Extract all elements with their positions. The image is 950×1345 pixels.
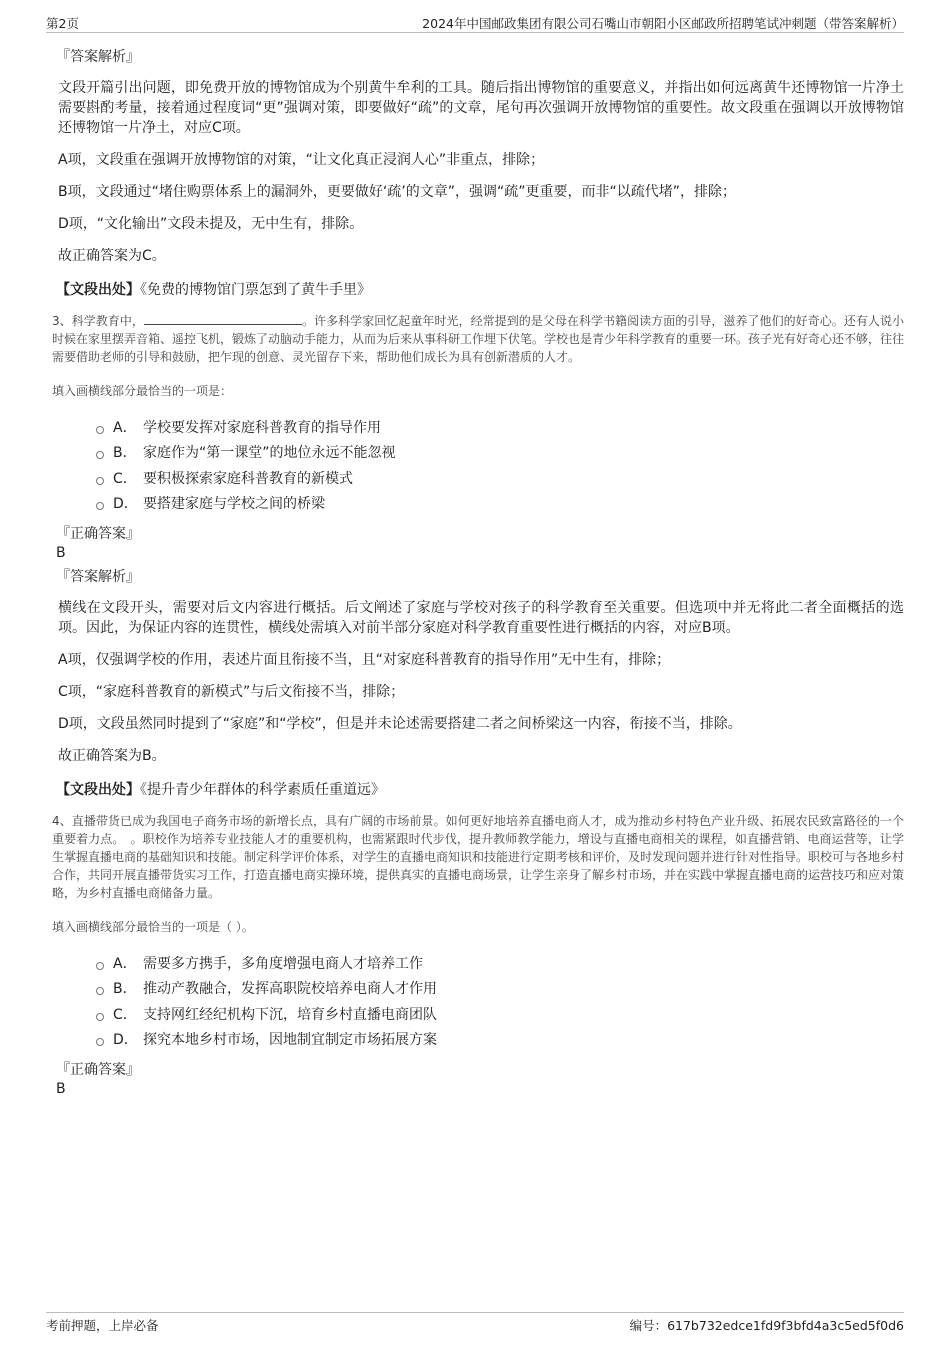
- option-letter: A．: [113, 955, 137, 972]
- q3-option-d[interactable]: [96, 491, 904, 517]
- option-letter: D．: [113, 1032, 138, 1049]
- q3-options: [96, 414, 904, 516]
- option-text: 推动产教融合，发挥高职院校培养电商人才作用: [143, 981, 437, 998]
- q3-analysis-d: D项，文段虽然同时提到了“家庭”和“学校”，但是并未论述需要搭建二者之间桥梁这一内容，衔接不当，排除。: [58, 716, 742, 732]
- option-text: 支持网红经纪机构下沉，培育乡村直播电商团队: [143, 1006, 437, 1023]
- q3-source: [56, 780, 904, 800]
- q3-blank-line: [144, 312, 302, 325]
- option-letter: A．: [113, 419, 137, 436]
- q2-analysis-a: A项，文段重在强调开放博物馆的对策，“让文化真正浸润人心”非重点，排除；: [58, 152, 545, 168]
- q2-source-title: 《免费的博物馆门票怎到了黄牛手里》: [140, 282, 371, 298]
- q3-analysis-tag: 『答案解析』: [56, 569, 140, 585]
- q4-options: [96, 950, 904, 1052]
- q2-analysis-b: B项，文段通过“堵住购票体系上的漏洞外，更要做好‘疏’的文章”，强调“疏”更重要，而非“以疏代堵”，排除；: [58, 184, 737, 200]
- radio-icon[interactable]: [96, 962, 104, 970]
- q2-analysis-tag: 『答案解析』: [56, 49, 140, 65]
- q4-answer: B: [56, 1081, 66, 1097]
- q4-option-c[interactable]: [96, 1001, 904, 1027]
- q4-option-b[interactable]: [96, 976, 904, 1002]
- page-footer: [46, 1312, 904, 1333]
- q3-text: 。许多科学家回忆起童年时光，经常提到的是父母在科学书籍阅读方面的引导，滋养了他们的好奇心。还有人说小时候在家里摆弄音箱、遥控飞机，锻炼了动脑动手能力，从而为后来从事科研工作埋下伏笔。学校也是青少年科学教育的重要一环。孩子光有好奇心还不够，往往需要借助老师的引导和鼓励，把乍现的创意、灵光留存下来，帮助他们成长为具有创新潜质的人才。: [52, 314, 905, 364]
- q3-analysis: 横线在文段开头，需要对后文内容进行概括。后文阐述了家庭与学校对孩子的科学教育至关重要。但选项中并无将此二者全面概括的选项。因此，为保证内容的连贯性，横线处需填入对前半部分家庭对科学教育重要性进行概括的内容，对应B项。: [58, 600, 904, 636]
- document-title: 2024年中国邮政集团有限公司石嘴山市朝阳小区邮政所招聘笔试冲刺题（带答案解析）: [422, 16, 904, 31]
- option-letter: C．: [113, 1006, 137, 1023]
- page-number: 第2页: [46, 16, 79, 31]
- option-text: 探究本地乡村市场，因地制宜制定市场拓展方案: [143, 1032, 437, 1049]
- q3-conclusion: 故正确答案为B。: [58, 748, 166, 764]
- q4-option-d[interactable]: [96, 1027, 904, 1053]
- radio-icon[interactable]: [96, 987, 104, 995]
- footer-slogan: 考前押题，上岸必备: [46, 1318, 159, 1333]
- q3-question: [52, 312, 904, 366]
- q2-source-label: 【文段出处】: [56, 282, 140, 298]
- option-text: 家庭作为“第一课堂”的地位永远不能忽视: [143, 445, 396, 462]
- radio-icon[interactable]: [96, 1038, 104, 1046]
- page-header: [46, 12, 904, 33]
- option-text: 需要多方携手，多角度增强电商人才培养工作: [143, 955, 423, 972]
- document-body: [52, 42, 905, 1098]
- q2-analysis: 文段开篇引出问题，即免费开放的博物馆成为个别黄牛牟利的工具。随后指出博物馆的重要意义，并指出如何远离黄牛还博物馆一片净土需要斟酌考量，接着通过程度词“更”强调对策，即要做好“疏”的文章，尾句再次强调开放博物馆的重要性。故文段重在强调以开放博物馆还博物馆一片净土，对应C项。: [58, 80, 904, 136]
- q3-prompt: 填入画横线部分最恰当的一项是：: [52, 384, 233, 398]
- q4-option-a[interactable]: [96, 950, 904, 976]
- option-text: 要积极探索家庭科普教育的新模式: [143, 470, 353, 487]
- q2-conclusion: 故正确答案为C。: [58, 248, 166, 264]
- q3-source-title: 《提升青少年群体的科学素质任重道远》: [140, 782, 385, 798]
- q3-source-label: 【文段出处】: [56, 782, 140, 798]
- q3-analysis-a: A项，仅强调学校的作用，表述片面且衔接不当，且“对家庭科普教育的指导作用”无中生有，排除；: [58, 652, 671, 668]
- q4-prompt: 填入画横线部分最恰当的一项是（ ）。: [52, 920, 254, 934]
- q2-source: [56, 280, 904, 300]
- q3-answer: B: [56, 545, 66, 561]
- q4-question: 4、直播带货已成为我国电子商务市场的新增长点，具有广阔的市场前景。如何更好地培养直播电商人才，成为推动乡村特色产业升级、拓展农民致富路径的一个重要着力点。 。职校作为培养专业技能人才的重要机构，也需紧跟时代步伐，提升教师教学能力，增设与直播电商相关的课程，如直播营销、电商运营等，让学生掌握直播电商的基础知识和技能。制定科学评价体系，对学生的直播电商知识和技能进行定期考核和评价，及时发现问题并进行针对性指导。职校可与各地乡村合作，共同开展直播带货实习工作，打造直播电商实操环境，提供真实的直播电商场景，让学生亲身了解乡村市场，并在实践中掌握直播电商的运营技巧和应对策略，为乡村直播电商储备力量。: [52, 814, 905, 900]
- option-letter: D．: [113, 496, 138, 513]
- q3-analysis-c: C项，“家庭科普教育的新模式”与后文衔接不当，排除；: [58, 684, 405, 700]
- radio-icon[interactable]: [96, 426, 104, 434]
- q3-option-c[interactable]: [96, 465, 904, 491]
- radio-icon[interactable]: [96, 477, 104, 485]
- option-text: 要搭建家庭与学校之间的桥梁: [143, 496, 325, 513]
- q2-analysis-d: D项，“文化输出”文段未提及，无中生有，排除。: [58, 216, 364, 232]
- q3-option-b[interactable]: [96, 440, 904, 466]
- radio-icon[interactable]: [96, 451, 104, 459]
- option-letter: C．: [113, 470, 137, 487]
- q4-answer-tag: 『正确答案』: [56, 1062, 140, 1078]
- document-id: 编号：617b732edce1fd9f3bfd4a3c5ed5f0d6: [629, 1318, 904, 1333]
- option-letter: B．: [113, 981, 137, 998]
- radio-icon[interactable]: [96, 502, 104, 510]
- q3-option-a[interactable]: [96, 414, 904, 440]
- q3-answer-tag: 『正确答案』: [56, 526, 140, 542]
- q3-number-prefix: 3、科学教育中，: [52, 314, 144, 328]
- option-text: 学校要发挥对家庭科普教育的指导作用: [143, 419, 381, 436]
- radio-icon[interactable]: [96, 1013, 104, 1021]
- option-letter: B．: [113, 445, 137, 462]
